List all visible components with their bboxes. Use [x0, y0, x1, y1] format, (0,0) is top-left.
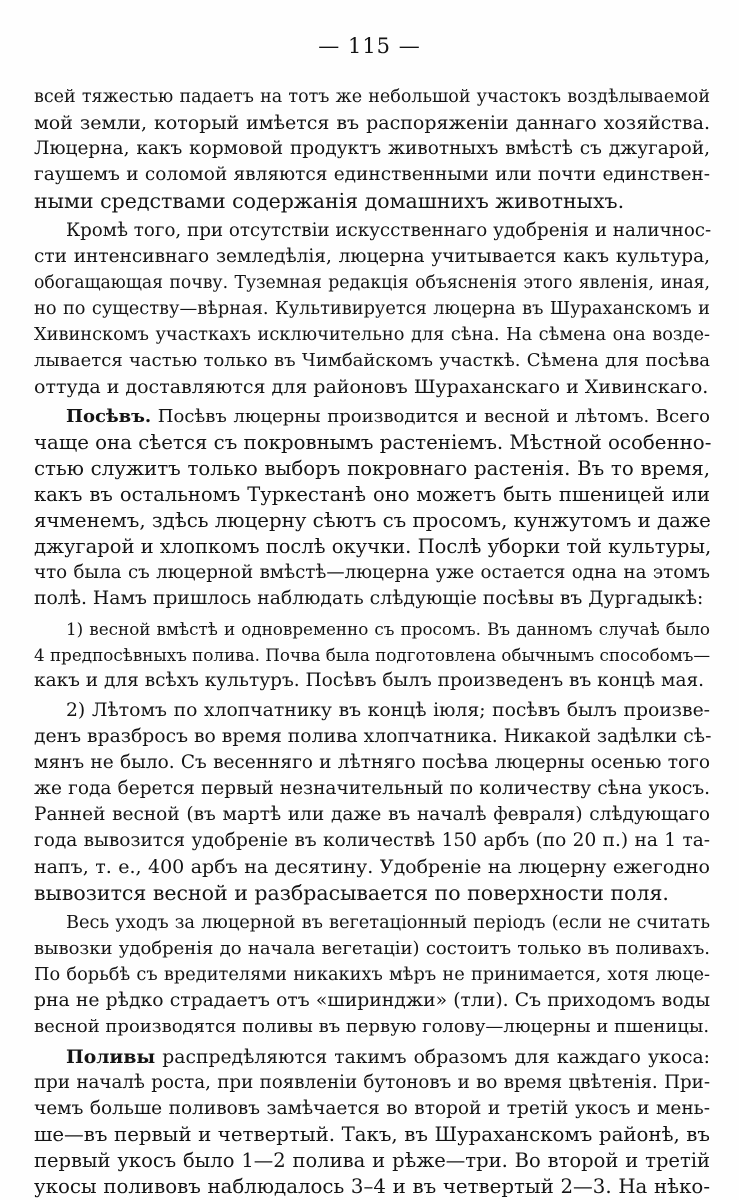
text-line: какъ и для всѣхъ культуръ. Посѣвъ былъ произведенъ въ концѣ мая. — [34, 670, 705, 691]
text-run: распредѣляются такимъ образомъ для каждаго укоса: — [155, 1047, 710, 1068]
text-line: же года берется первый незначительный по количеству сѣна укосъ. — [34, 778, 710, 799]
paragraph — [34, 1044, 710, 1200]
text-line: оттуда и доставляются для районовъ Шураханскаго и Хивинскаго. — [34, 376, 709, 398]
text-line: при началѣ роста, при появленіи бутоновъ и во время цвѣтенія. При- — [34, 1072, 710, 1093]
text-line: сти интенсивнаго земледѣлія, люцерна учитывается какъ культура, — [34, 246, 710, 267]
page-number: — 115 — — [318, 34, 421, 58]
text-run: Посѣвъ люцерны производится и весной и лѣтомъ. Всего — [151, 406, 710, 427]
text-line: рна не рѣдко страдаетъ отъ «ширинджи» (тли). Съ приходомъ воды — [34, 990, 710, 1011]
text-line: какъ въ остальномъ Туркестанѣ оно можетъ быть пшеницей или — [34, 483, 710, 506]
text-line: чемъ больше поливовъ замѣчается во второй и третій укосъ и мень- — [34, 1098, 710, 1119]
text-line: 1) весной вмѣстѣ и одновременно съ просомъ. Въ данномъ случаѣ было — [66, 619, 710, 639]
text-line — [34, 1044, 710, 1070]
text-line: обогащающая почву. Туземная редакція объясненія этого явленія, иная, — [34, 273, 710, 293]
text-line: первый укосъ было 1—2 полива и рѣже—три. Во второй и третій — [34, 1149, 710, 1172]
text-line: По борьбѣ съ вредителями никакихъ мѣръ не принимается, хотя люце- — [34, 965, 710, 985]
text-line: что была съ люцерной вмѣстѣ—люцерна уже остается одна на этомъ — [34, 562, 710, 583]
body-text — [34, 84, 710, 1204]
text-line: ными средствами содержанія домашнихъ животныхъ. — [34, 189, 625, 213]
text-line: 2) Лѣтомъ по хлопчатнику въ концѣ іюля; посѣвъ былъ произве- — [66, 700, 710, 721]
text-line: Ранней весной (въ мартѣ или даже въ началѣ февраля) слѣдующаго — [34, 804, 710, 825]
paragraph — [34, 84, 710, 214]
text-line — [34, 404, 710, 430]
text-line: Люцерна, какъ кормовой продуктъ животныхъ вмѣстѣ съ джугарой, — [34, 138, 710, 159]
text-line: полѣ. Намъ пришлось наблюдать слѣдующіе посѣвы въ Дургадыкѣ: — [34, 588, 704, 609]
text-line: напъ, т. е., 400 арбъ на десятину. Удобреніе на люцерну ежегодно — [34, 856, 710, 878]
paragraph — [34, 698, 710, 906]
text-line: года вывозится удобреніе въ количествѣ 150 арбъ (по 20 п.) на 1 та- — [34, 830, 710, 851]
text-line: ше—въ первый и четвертый. Такъ, въ Шураханскомъ районѣ, въ — [34, 1123, 710, 1146]
text-line: ячменемъ, здѣсь люцерну сѣютъ съ просомъ, кунжутомъ и даже — [34, 509, 711, 532]
text-line: денъ вразбросъ во время полива хлопчатника. Никакой задѣлки сѣ- — [34, 726, 712, 747]
paragraph — [34, 616, 710, 694]
text-line: Кромѣ того, при отсутствіи искусственнаго удобренія и наличнос- — [66, 220, 712, 241]
text-line: вывозится весной и разбрасывается по поверхности поля. — [34, 881, 669, 905]
text-line: всей тяжестью падаетъ на тотъ же небольшой участокъ воздѣлываемой — [34, 87, 710, 107]
text-line: гаушемъ и соломой являются единственными или почти единствен- — [34, 164, 710, 185]
text-line: стью служитъ только выборъ покровнаго растенія. Въ то время, — [34, 457, 710, 480]
text-line: Хивинскомъ участкахъ исключительно для сѣна. На сѣмена она возде- — [34, 325, 710, 345]
text-line: джугарой и хлопкомъ послѣ окучки. Послѣ уборки той культуры, — [34, 535, 712, 558]
section-lead: Посѣвъ. — [66, 406, 152, 427]
paragraph — [34, 404, 710, 612]
text-line: Весь уходъ за люцерной въ вегетаціонный періодъ (если не считать — [66, 913, 710, 933]
text-line: но по существу—вѣрная. Культивируется люцерна въ Шураханскомъ и — [34, 299, 710, 319]
text-line: весной производятся поливы въ первую голову—люцерны и пшеницы. — [34, 1016, 710, 1037]
text-line: чаще она сѣется съ покровнымъ растеніемъ. Мѣстной особенно- — [34, 431, 712, 454]
text-line: лывается частью только въ Чимбайскомъ участкѣ. Сѣмена для посѣва — [34, 350, 710, 371]
paragraph — [34, 910, 710, 1040]
text-line: укосы поливовъ наблюдалось 3–4 и въ четвертый 2—3. На нѣко- — [34, 1175, 710, 1198]
paragraph — [34, 218, 710, 400]
text-line: мянъ не было. Съ весенняго и лѣтняго посѣва люцерны осенью того — [34, 752, 710, 773]
text-line: мой земли, который имѣется въ распоряженіи даннаго хозяйства. — [34, 112, 710, 134]
section-lead: Поливы — [66, 1046, 156, 1068]
text-line: 4 предпосѣвныхъ полива. Почва была подготовлена обычнымъ способомъ— — [34, 645, 711, 665]
text-line: вывозки удобренія до начала вегетаціи) состоитъ только въ поливахъ. — [34, 938, 710, 959]
